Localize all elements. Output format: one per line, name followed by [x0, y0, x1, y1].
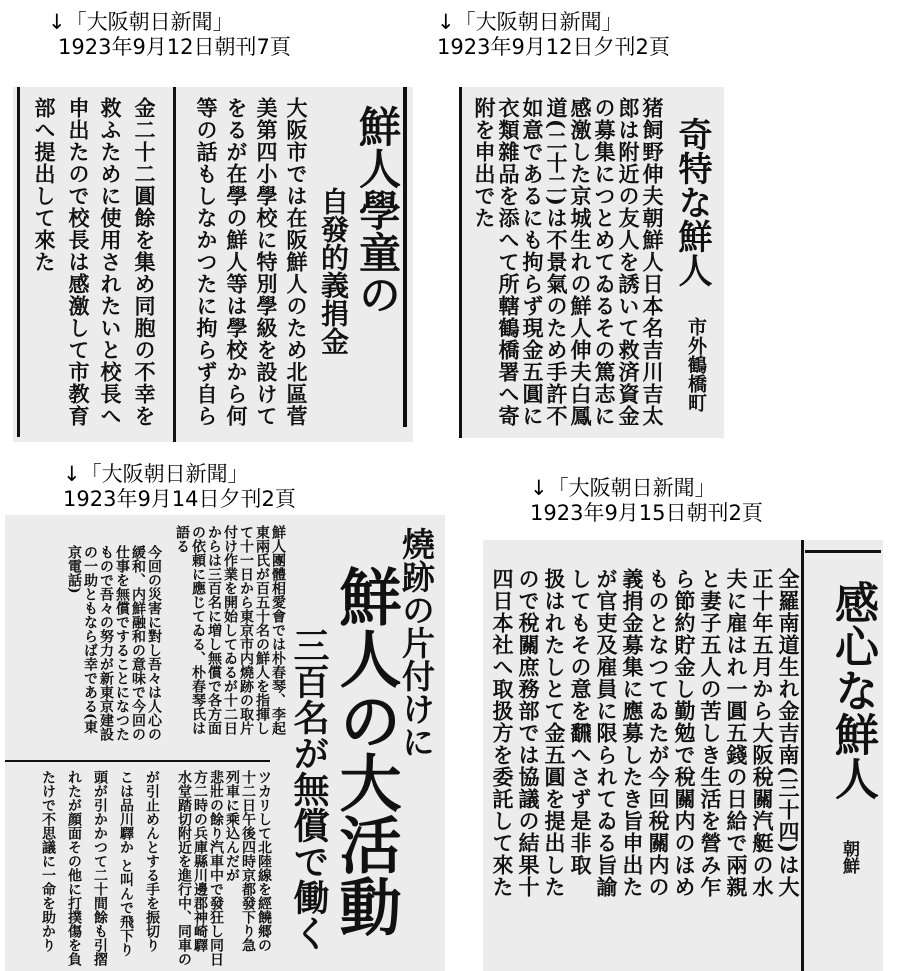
body-line: 部へ提出して來た — [32, 97, 57, 273]
headline: 鮮人學童の — [353, 105, 402, 315]
byline: 市外鶴橋町 — [685, 317, 707, 412]
body-line: 十二日午後四時京都發下り急 — [240, 770, 256, 952]
body-line: 緩和、内鮮融和の意味で今回の — [130, 545, 146, 741]
body-line: の募集につとめてゐるその篤志に — [592, 97, 617, 427]
body-line: 付け作業を開始してゐるが十二日 — [222, 525, 238, 735]
caption-clip3 — [63, 462, 296, 512]
body-line: が官吏及雇員に限られてゐる旨諭 — [594, 568, 619, 898]
column-rule — [459, 87, 462, 438]
body-line: 附を申出でた — [472, 97, 497, 229]
subheadline: 自發的義捐金 — [317, 187, 350, 355]
column-rule — [173, 87, 176, 442]
body-line: 等の話もしなかつたに拘らず自ら — [194, 97, 219, 427]
body-line: 郎は附近の友人を誘いて救済資金 — [616, 97, 641, 427]
body-line: してもその意を飜へさず是非取 — [568, 568, 593, 876]
headline: 奇特な鮮人 — [672, 117, 712, 287]
body-line: ツカリして北陸線を經饒郷の — [256, 770, 272, 952]
body-line: 猪飼野伸夫朝鮮人日本名吉川吉太 — [640, 97, 665, 427]
body-line: こは品川驛か と叫んで飛下り — [118, 770, 134, 957]
body-line: 今回の災害に對し吾々は人心の — [146, 545, 162, 741]
body-line: ので稅關庶務部では協議の結果十 — [516, 568, 541, 898]
body-line: 全羅南道生れ金吉南(三十四)は大 — [776, 568, 801, 898]
column-rule — [801, 540, 804, 971]
caption-date: 1923年9月14日夕刊2頁 — [63, 487, 296, 511]
body-line: 四日本社へ取扱方を委託して來た — [490, 568, 515, 898]
body-line: 救ふために使用されたいと校長へ — [98, 97, 123, 427]
byline: 朝鮮 — [839, 840, 859, 874]
body-line: が引止めんとする手を振切り — [144, 770, 160, 952]
column-rule — [5, 760, 270, 762]
body-line: 如意であるにも拘らず現金五圓に — [520, 97, 545, 427]
body-line: をるが在學の鮮人等は學校から何 — [224, 97, 249, 427]
body-line: 夫に雇はれ一圓五錢の日給で兩親 — [724, 568, 749, 898]
caption-source: ↓「大阪朝日新聞」 — [437, 10, 623, 34]
body-line: 義捐金募集に應募したき旨申出た — [620, 568, 645, 898]
headline-small: 燒跡の片付けに — [397, 527, 436, 758]
clipping-3 — [5, 515, 445, 971]
caption-clip1 — [48, 10, 291, 60]
body-line: ものとなつてゐたが今回稅關内の — [646, 568, 671, 898]
body-line: 鮮人團體相愛會では朴春琴、李起 — [270, 525, 286, 735]
clipping-1 — [13, 87, 413, 442]
body-line: たけで不思議に一命を助かり — [40, 770, 56, 952]
body-line: 方二時の兵庫縣川邊郡神崎驛 — [192, 770, 208, 952]
body-line: からは三百名に増し無償で各方面 — [206, 525, 222, 735]
headline: 感心な鮮人 — [827, 580, 878, 800]
body-line: ら節約貯金し勤勉で稅關内のほめ — [672, 568, 697, 898]
body-line: 京電話) — [66, 545, 82, 594]
clipping-4 — [483, 540, 883, 971]
body-line: 東兩氏が百五十名の鮮人を指揮し — [254, 525, 270, 735]
caption-date: 1923年9月12日朝刊7頁 — [58, 35, 291, 59]
subheadline: 三百名が無償で働く — [288, 627, 330, 951]
body-line: 美第四小學校に特別學級を設けて — [254, 97, 279, 427]
body-line: 語る — [174, 525, 190, 553]
caption-clip4 — [530, 476, 763, 526]
body-line: 大阪市では在阪鮮人のため北區菅 — [284, 97, 309, 427]
caption-source: ↓「大阪朝日新聞」 — [530, 476, 716, 500]
caption-source: ↓「大阪朝日新聞」 — [63, 462, 249, 486]
body-line: 金二十二圓餘を集め同胞の不幸を — [132, 97, 157, 427]
body-line: 衣類雜品を添へて所轄鶴橋署へ寄 — [496, 97, 521, 427]
body-line: 申出たので校長は感激して市教育 — [66, 97, 91, 427]
body-line: の依頼に應じてゐる、朴春琴氏は — [190, 525, 206, 735]
body-line: の一助ともならば幸である(東 — [82, 545, 98, 734]
body-line: もので吾々の努力が新東京建設 — [98, 545, 114, 741]
column-rule — [17, 87, 20, 437]
body-line: 感激した京城生れの鮮人伸夫白鳳 — [568, 97, 593, 427]
body-line: れたが顔面その他に打撲傷を負 — [66, 770, 82, 966]
body-line: 列車に乘込んだが — [224, 770, 240, 882]
column-rule — [805, 550, 881, 553]
column-rule — [403, 87, 407, 427]
caption-clip2 — [437, 10, 670, 60]
body-line: 悲壯の餘り汽車中で發狂し同日 — [208, 770, 224, 966]
caption-date: 1923年9月15日朝刊2頁 — [530, 501, 763, 525]
body-line: 扱はれたしとて金五圓を提出した — [542, 568, 567, 898]
body-line: 頭が引かかつて二十間餘も引摺 — [92, 770, 108, 966]
clipping-2 — [459, 87, 724, 438]
body-line: 正十年五月から大阪稅關汽艇の水 — [750, 568, 775, 898]
headline: 鮮人の大活動 — [329, 565, 402, 937]
body-line: 道(二十二)は不景氣のため手許不 — [544, 97, 569, 427]
body-line: と妻子五人の苦しき生活を營み乍 — [698, 568, 723, 898]
body-line: 水堂踏切附近を進行中、同車の — [176, 770, 192, 966]
caption-source: ↓「大阪朝日新聞」 — [48, 10, 234, 34]
body-line: 仕事を無償ですることになつた — [114, 545, 130, 741]
caption-date: 1923年9月12日夕刊2頁 — [437, 35, 670, 59]
body-line: て十一日から東京市内燒跡の取片 — [238, 525, 254, 735]
